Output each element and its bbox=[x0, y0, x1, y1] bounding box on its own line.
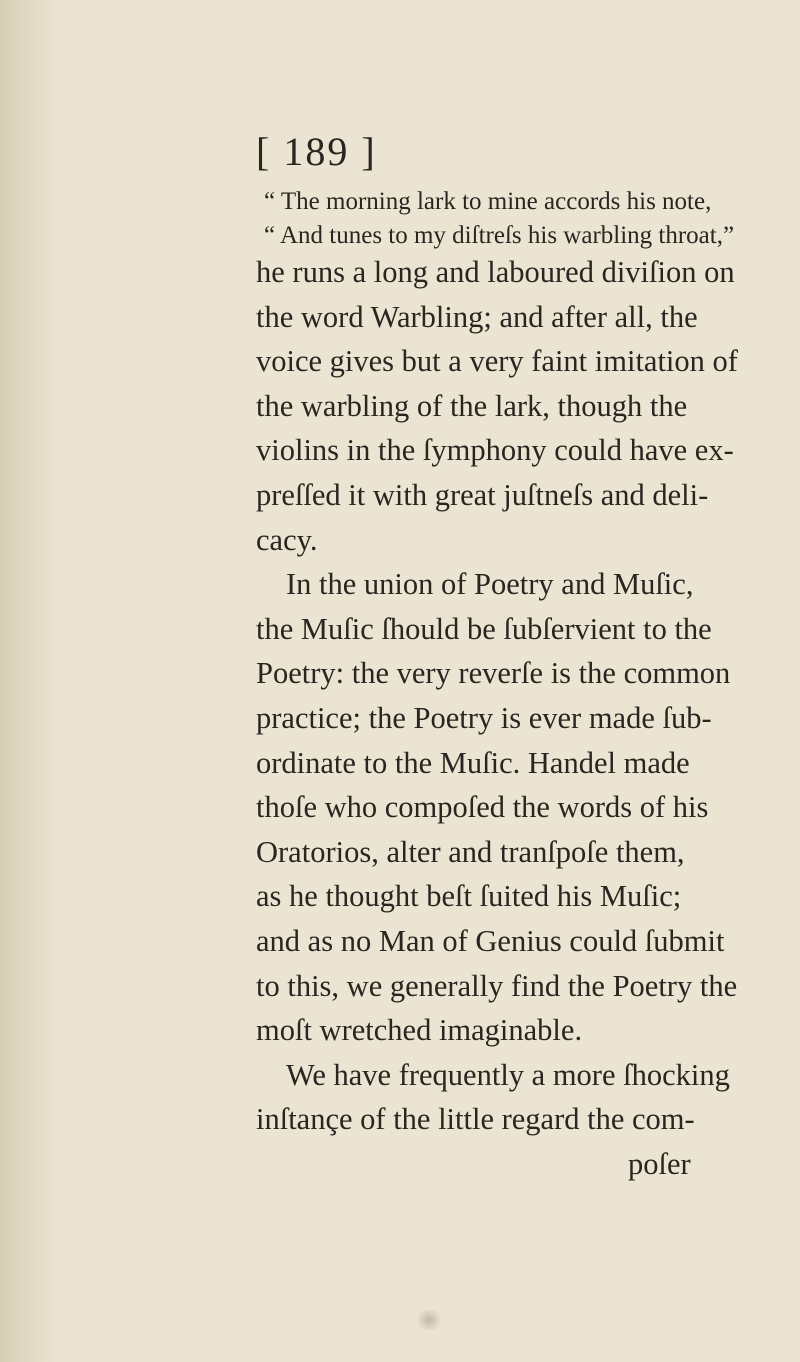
paragraph-start-line: We have frequently a more ſhocking bbox=[286, 1057, 730, 1092]
text-line: and as no Man of Genius could ſubmit bbox=[256, 923, 725, 958]
text-line: moſt wretched imaginable. bbox=[256, 1013, 583, 1048]
text-line: violins in the ſymphony could have ex- bbox=[256, 433, 734, 468]
text-line: cacy. bbox=[256, 522, 318, 557]
body-text bbox=[256, 250, 738, 1186]
text-line: voice gives but a very faint imitation of bbox=[256, 344, 738, 379]
ink-smudge bbox=[414, 1310, 444, 1330]
quote-line: “ The morning lark to mine accords his note, bbox=[264, 188, 712, 215]
paragraph-start-line: In the union of Poetry and Muſic, bbox=[286, 567, 694, 602]
text-line: to this, we generally find the Poetry the bbox=[256, 968, 738, 1003]
page-number: [ 189 ] bbox=[256, 129, 377, 174]
verse-quotation bbox=[264, 185, 734, 253]
text-line: Poetry: the very reverſe is the common bbox=[256, 656, 731, 691]
quote-line: “ And tunes to my diſtreſs his warbling throat,” bbox=[264, 222, 735, 249]
text-line: the warbling of the lark, though the bbox=[256, 388, 688, 423]
page-edge-shadow bbox=[0, 0, 60, 1362]
text-line: ordinate to the Muſic. Handel made bbox=[256, 745, 690, 780]
text-line: the word Warbling; and after all, the bbox=[256, 299, 698, 334]
text-line: Oratorios, alter and tranſpoſe them, bbox=[256, 834, 685, 869]
text-line: inſtançe of the little regard the com- bbox=[256, 1102, 695, 1137]
text-line: preſſed it with great juſtneſs and deli- bbox=[256, 477, 709, 512]
text-line: as he thought beſt ſuited his Muſic; bbox=[256, 879, 682, 914]
text-line: thoſe who compoſed the words of his bbox=[256, 790, 709, 825]
catchword: poſer bbox=[628, 1146, 691, 1181]
text-line: the Muſic ſhould be ſubſervient to the bbox=[256, 611, 712, 646]
page-header bbox=[0, 122, 800, 182]
text-line: he runs a long and laboured diviſion on bbox=[256, 255, 735, 289]
catchword-row bbox=[256, 1142, 691, 1187]
text-line: practice; the Poetry is ever made ſub- bbox=[256, 700, 712, 735]
